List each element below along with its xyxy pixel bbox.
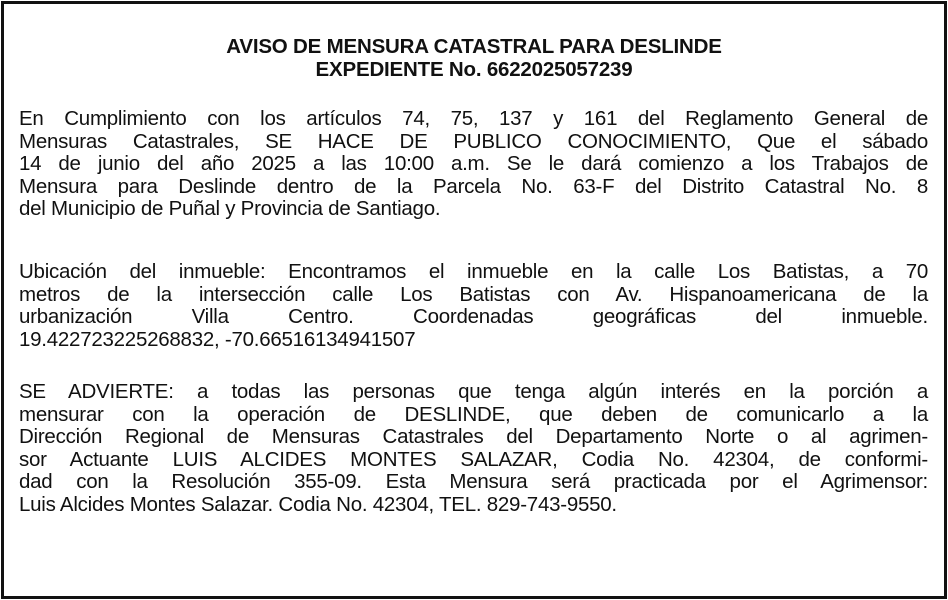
paragraph-line: metros de la intersección calle Los Batistas con Av. Hispanoamericana de la <box>19 282 928 306</box>
paragraph-line: Mensura para Deslinde dentro de la Parcela No. 63-F del Distrito Catastral No. 8 <box>19 174 928 198</box>
paragraph-line: dad con la Resolución 355-09. Esta Mensura será practicada por el Agrimensor: <box>19 470 928 494</box>
paragraph-line: Ubicación del inmueble: Encontramos el inmueble en la calle Los Batistas, a 70 <box>19 260 928 283</box>
legal-notice <box>1 1 947 599</box>
paragraph-line: urbanización Villa Centro. Coordenadas geográficas del inmueble. <box>19 305 928 329</box>
paragraph-line: 14 de junio del año 2025 a las 10:00 a.m. Se le dará comienzo a los Trabajos de <box>19 152 928 176</box>
paragraph-line: Mensuras Catastrales, SE HACE DE PUBLICO CONOCIMIENTO, Que el sábado <box>19 129 928 153</box>
expediente-number: EXPEDIENTE No. 6622025057239 <box>315 58 633 81</box>
warning-paragraph <box>19 381 928 517</box>
compliance-paragraph <box>19 108 928 221</box>
paragraph-line: SE ADVIERTE: a todas las personas que tenga algún interés en la porción a <box>19 380 928 403</box>
contact-line: Luis Alcides Montes Salazar. Codia No. 42304, TEL. 829-743-9550. <box>19 492 617 516</box>
location-paragraph <box>19 261 928 351</box>
notice-title: AVISO DE MENSURA CATASTRAL PARA DESLINDE <box>226 35 722 58</box>
paragraph-line: En Cumplimiento con los artículos 74, 75, 137 y 161 del Reglamento General de <box>19 107 928 130</box>
paragraph-line: sor Actuante LUIS ALCIDES MONTES SALAZAR, Codia No. 42304, de conformi- <box>19 447 928 471</box>
coordinates-line: 19.422723225268832, -70.66516134941507 <box>19 327 416 351</box>
paragraph-line: mensurar con la operación de DESLINDE, que deben de comunicarlo a la <box>19 402 928 426</box>
notice-heading <box>4 35 944 81</box>
paragraph-line: Dirección Regional de Mensuras Catastrales del Departamento Norte o al agrimen- <box>19 425 928 449</box>
paragraph-line: del Municipio de Puñal y Provincia de Santiago. <box>19 197 441 221</box>
